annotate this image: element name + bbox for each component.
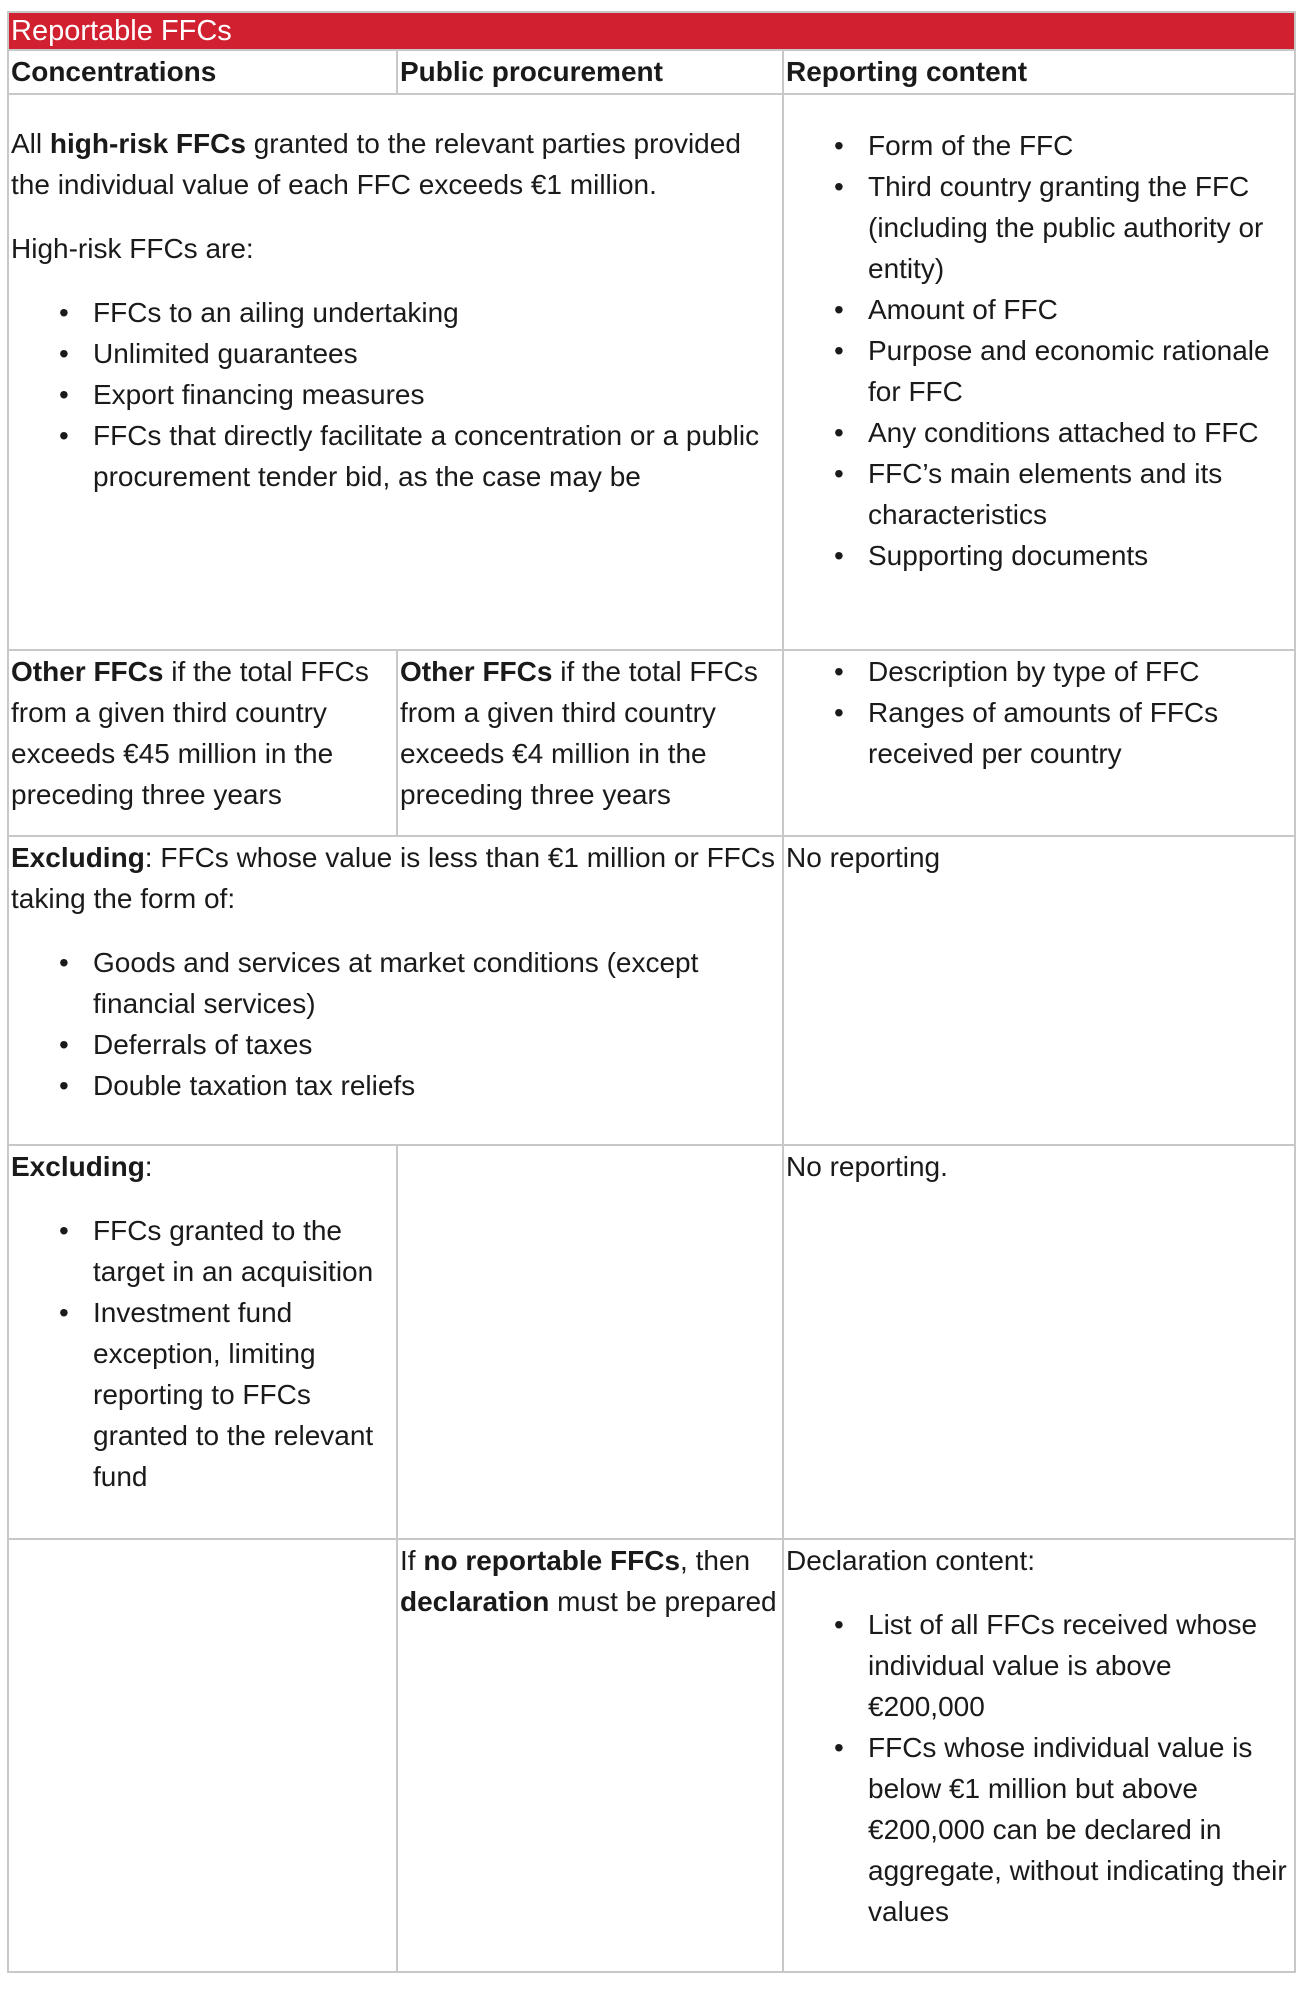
declaration-procurement bbox=[397, 1539, 783, 1972]
exclusions-list bbox=[11, 942, 782, 1106]
declaration-text: must be prepared bbox=[549, 1586, 777, 1617]
empty-cell bbox=[397, 1145, 783, 1539]
high-risk-list bbox=[11, 292, 782, 497]
other-ffcs-procurement-text bbox=[400, 651, 782, 815]
list-item: • Description by type of FFC bbox=[868, 651, 1294, 692]
other-ffcs-reporting-list bbox=[786, 651, 1294, 774]
declaration-text: , then bbox=[680, 1545, 751, 1576]
list-item: • FFCs whose individual value is below €1 million but above €200,000 can be declared in aggregate, without indicating their values bbox=[868, 1727, 1294, 1932]
exclusions-reporting: No reporting bbox=[783, 836, 1295, 1145]
reportable-ffcs-table bbox=[7, 11, 1296, 1973]
other-ffcs-reporting bbox=[783, 650, 1295, 836]
list-item: • FFCs granted to the target in an acquisition bbox=[93, 1210, 396, 1292]
list-item: • Unlimited guarantees bbox=[93, 333, 782, 374]
intro-text: All bbox=[11, 128, 50, 159]
high-risk-label: High-risk FFCs are: bbox=[11, 233, 254, 264]
intro-text-rest: granted to the relevant parties provided the individual value of each FFC exceeds €1 million. bbox=[11, 128, 741, 200]
list-item: • Goods and services at market conditions (except financial services) bbox=[93, 942, 782, 1024]
table-row-concentration-exclusions bbox=[8, 1145, 1295, 1539]
declaration-bold: no reportable FFCs bbox=[423, 1545, 681, 1576]
declaration-procurement-text bbox=[400, 1540, 782, 1622]
list-item: • Amount of FFC bbox=[868, 289, 1294, 330]
excluding-text: : FFCs whose value is less than €1 million or FFCs taking the form of: bbox=[11, 842, 776, 914]
header-public-procurement: Public procurement bbox=[397, 50, 783, 94]
list-item: • Deferrals of taxes bbox=[93, 1024, 782, 1065]
other-ffcs-text: if the total FFCs from a given third country exceeds €4 million in the preceding three years bbox=[400, 656, 758, 810]
exclusions-cell bbox=[8, 836, 783, 1145]
other-ffcs-text: if the total FFCs from a given third country exceeds €45 million in the preceding three years bbox=[11, 656, 369, 810]
other-ffcs-concentrations-text bbox=[11, 651, 396, 815]
high-risk-cell bbox=[8, 94, 783, 650]
exclusions-intro bbox=[11, 837, 782, 919]
table-row-other-ffcs bbox=[8, 650, 1295, 836]
list-item: • FFCs that directly facilitate a concentration or a public procurement tender bid, as the case may be bbox=[93, 415, 782, 497]
concentration-exclusions-list bbox=[11, 1210, 396, 1497]
header-reporting-content: Reporting content bbox=[783, 50, 1295, 94]
reportable-ffcs-table-wrapper bbox=[7, 11, 1294, 1973]
list-item: • Any conditions attached to FFC bbox=[868, 412, 1294, 453]
other-ffcs-procurement bbox=[397, 650, 783, 836]
list-item: • Form of the FFC bbox=[868, 125, 1294, 166]
excluding-text: : bbox=[144, 1151, 153, 1182]
excluding-bold: Excluding bbox=[11, 1151, 145, 1182]
list-item: • Third country granting the FFC (including the public authority or entity) bbox=[868, 166, 1294, 289]
other-ffcs-concentrations bbox=[8, 650, 397, 836]
header-row bbox=[8, 50, 1295, 94]
other-ffcs-bold: Other FFCs bbox=[11, 656, 164, 687]
list-item: • List of all FFCs received whose individual value is above €200,000 bbox=[868, 1604, 1294, 1727]
declaration-content-cell bbox=[783, 1539, 1295, 1972]
concentration-exclusions-reporting: No reporting. bbox=[783, 1145, 1295, 1539]
empty-cell bbox=[8, 1539, 397, 1972]
intro-bold: high-risk FFCs bbox=[49, 128, 246, 159]
concentration-exclusions-intro bbox=[11, 1146, 396, 1187]
high-risk-intro bbox=[11, 123, 782, 205]
declaration-bold: declaration bbox=[400, 1586, 550, 1617]
table-row-exclusions bbox=[8, 836, 1295, 1145]
list-item: • Purpose and economic rationale for FFC bbox=[868, 330, 1294, 412]
list-item: • FFC’s main elements and its characteristics bbox=[868, 453, 1294, 535]
table-title: Reportable FFCs bbox=[8, 12, 1295, 50]
excluding-bold: Excluding bbox=[11, 842, 145, 873]
reporting-content-list bbox=[786, 125, 1294, 576]
declaration-list bbox=[786, 1604, 1294, 1932]
list-item: • FFCs to an ailing undertaking bbox=[93, 292, 782, 333]
declaration-label: Declaration content: bbox=[786, 1545, 1036, 1576]
table-row-high-risk bbox=[8, 94, 1295, 650]
other-ffcs-bold: Other FFCs bbox=[400, 656, 553, 687]
list-item: • Investment fund exception, limiting reporting to FFCs granted to the relevant fund bbox=[93, 1292, 396, 1497]
table-title-row bbox=[8, 12, 1295, 50]
table-row-declaration bbox=[8, 1539, 1295, 1972]
list-item: • Ranges of amounts of FFCs received per country bbox=[868, 692, 1294, 774]
header-concentrations: Concentrations bbox=[8, 50, 397, 94]
list-item: • Export financing measures bbox=[93, 374, 782, 415]
concentration-exclusions-cell bbox=[8, 1145, 397, 1539]
declaration-text: If bbox=[400, 1545, 424, 1576]
list-item: • Double taxation tax reliefs bbox=[93, 1065, 782, 1106]
reporting-content-cell bbox=[783, 94, 1295, 650]
list-item: • Supporting documents bbox=[868, 535, 1294, 576]
